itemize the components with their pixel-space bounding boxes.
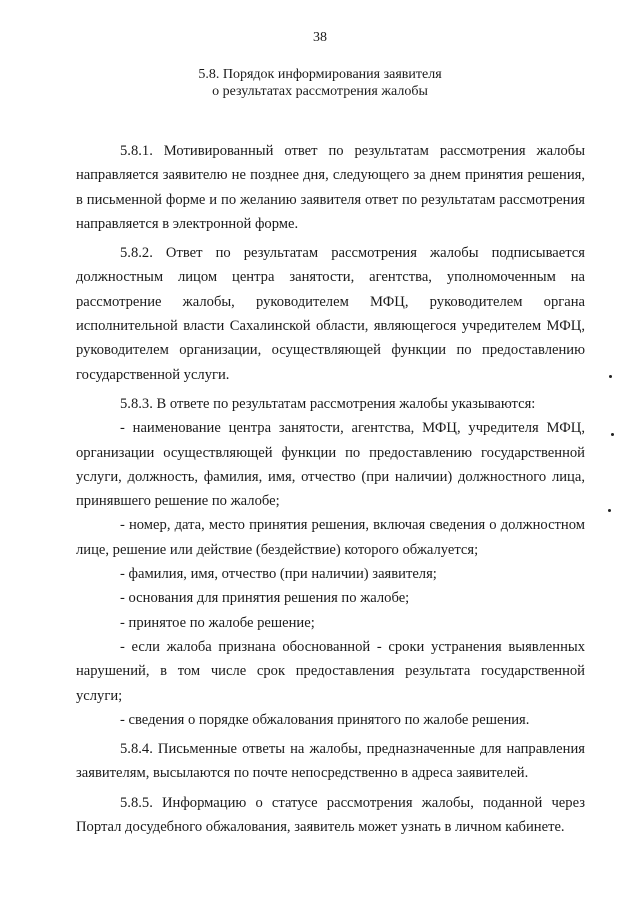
document-body xyxy=(76,134,585,839)
list-item-decision: - принятое по жалобе решение; xyxy=(120,614,315,631)
page-number: 38 xyxy=(313,30,327,45)
list-item-applicant-name: - фамилия, имя, отчество (при наличии) заявителя; xyxy=(120,566,437,583)
list-item-name: - наименование центра занятости, агентства, МФЦ, учредителя МФЦ, организации осуществляющей функции по предоставлению государственной услуги, должность, фамилия, имя, отчество (при наличии) должностного лица, принявшего решение по жалобе; xyxy=(76,420,585,510)
paragraph-5-8-3: 5.8.3. В ответе по результатам рассмотрения жалобы указываются: xyxy=(120,395,536,412)
list-item-grounds: - основания для принятия решения по жалобе; xyxy=(120,590,410,607)
heading-line-2: о результатах рассмотрения жалобы xyxy=(212,84,428,99)
scan-speck xyxy=(608,509,611,512)
paragraph-5-8-5: 5.8.5. Информацию о статусе рассмотрения жалобы, поданной через Портал досудебного обжалования, заявитель может узнать в личном кабинете. xyxy=(76,794,585,836)
paragraph-5-8-2: 5.8.2. Ответ по результатам рассмотрения жалобы подписывается должностным лицом центра занятости, агентства, уполномоченным на рассмотрение жалобы, руководителем МФЦ, руководителем органа исполнительной власти Сахалинской области, являющегося учредителем МФЦ, руководителем организации, осуществляющей функции по предоставлению государственной услуги. xyxy=(76,245,585,383)
section-heading xyxy=(0,66,640,100)
list-item-appeal-procedure: - сведения о порядке обжалования принятого по жалобе решения. xyxy=(120,711,530,728)
scan-speck xyxy=(611,433,614,436)
scan-speck xyxy=(609,375,612,378)
paragraph-5-8-4: 5.8.4. Письменные ответы на жалобы, предназначенные для направления заявителям, высылаются по почте непосредственно в адреса заявителей. xyxy=(76,741,585,782)
paragraph-5-8-1: 5.8.1. Мотивированный ответ по результатам рассмотрения жалобы направляется заявителю не позднее дня, следующего за днем принятия решения, в письменной форме и по желанию заявителя ответ по результатам рассмотрения направляется в электронной форме. xyxy=(76,143,585,232)
heading-line-1: 5.8. Порядок информирования заявителя xyxy=(198,67,442,82)
list-item-number-date: - номер, дата, место принятия решения, включая сведения о должностном лице, решение или действие (бездействие) которого обжалуется; xyxy=(76,517,585,558)
list-item-deadlines: - если жалоба признана обоснованной - сроки устранения выявленных нарушений, в том числе срок предоставления результата государственной услуги; xyxy=(76,638,585,704)
